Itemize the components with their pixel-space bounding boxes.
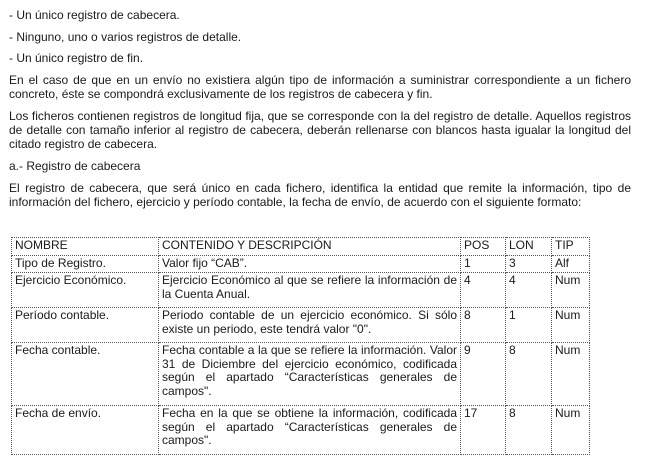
cell-descripcion: Periodo contable de un ejercicio económico. Si sólo existe un periodo, este tendrá valor "0". <box>159 308 461 343</box>
bullet-item: - Ninguno, uno o varios registros de detalle. <box>9 30 242 44</box>
table-row <box>12 343 590 406</box>
paragraph: Los ficheros contienen registros de longitud fija, que se corresponde con la del registro de detalle. Aquellos registros de detalle con tamaño inferior al registro de cabecera, deberán rellenarse con blancos hasta igualar la longitud del citado registro de cabecera. <box>9 109 631 151</box>
cell-lon: 3 <box>506 255 552 273</box>
cell-lon: 4 <box>506 273 552 308</box>
column-header: NOMBRE <box>12 238 159 256</box>
cell-pos: 8 <box>461 308 506 343</box>
cell-pos: 17 <box>461 406 506 455</box>
bullet-item: - Un único registro de cabecera. <box>9 8 180 22</box>
cell-tip: Num <box>552 273 590 308</box>
table-row <box>12 308 590 343</box>
cell-nombre: Fecha contable. <box>12 343 159 406</box>
cell-descripcion: Fecha en la que se obtiene la información, codificada según el apartado “Características generales de campos". <box>159 406 461 455</box>
cell-tip: Num <box>552 343 590 406</box>
cell-descripcion: Valor fijo “CAB”. <box>159 255 461 273</box>
section-heading: a.- Registro de cabecera <box>9 159 141 173</box>
table-row <box>12 406 590 455</box>
header-record-table <box>11 237 590 455</box>
intro-paragraph: El registro de cabecera, que será único en cada fichero, identifica la entidad que remite la información, tipo de información del fichero, ejercicio y período contable, la fecha de envío, de acuerdo con el siguiente formato: <box>9 181 631 209</box>
cell-pos: 4 <box>461 273 506 308</box>
cell-nombre: Ejercicio Económico. <box>12 273 159 308</box>
table-row <box>12 255 590 273</box>
cell-tip: Num <box>552 308 590 343</box>
cell-pos: 9 <box>461 343 506 406</box>
table-row <box>12 273 590 308</box>
column-header: LON <box>506 238 552 256</box>
cell-lon: 8 <box>506 406 552 455</box>
column-header: POS <box>461 238 506 256</box>
bullet-item: - Un único registro de fin. <box>9 51 144 65</box>
paragraph: En el caso de que en un envío no existiera algún tipo de información a suministrar correspondiente a un fichero concreto, éste se compondrá exclusivamente de los registros de cabecera y fin. <box>9 73 631 101</box>
column-header: TIP <box>552 238 590 256</box>
cell-descripcion: Fecha contable a la que se refiere la información. Valor 31 de Diciembre del ejercicio económico, codificada según el apartado “Características generales de campos". <box>159 343 461 406</box>
cell-nombre: Tipo de Registro. <box>12 255 159 273</box>
column-header: CONTENIDO Y DESCRIPCIÓN <box>159 238 461 256</box>
cell-tip: Num <box>552 406 590 455</box>
cell-tip: Alf <box>552 255 590 273</box>
cell-lon: 1 <box>506 308 552 343</box>
cell-pos: 1 <box>461 255 506 273</box>
cell-nombre: Período contable. <box>12 308 159 343</box>
cell-lon: 8 <box>506 343 552 406</box>
cell-nombre: Fecha de envío. <box>12 406 159 455</box>
cell-descripcion: Ejercicio Económico al que se refiere la información de la Cuenta Anual. <box>159 273 461 308</box>
table-header-row <box>12 238 590 256</box>
